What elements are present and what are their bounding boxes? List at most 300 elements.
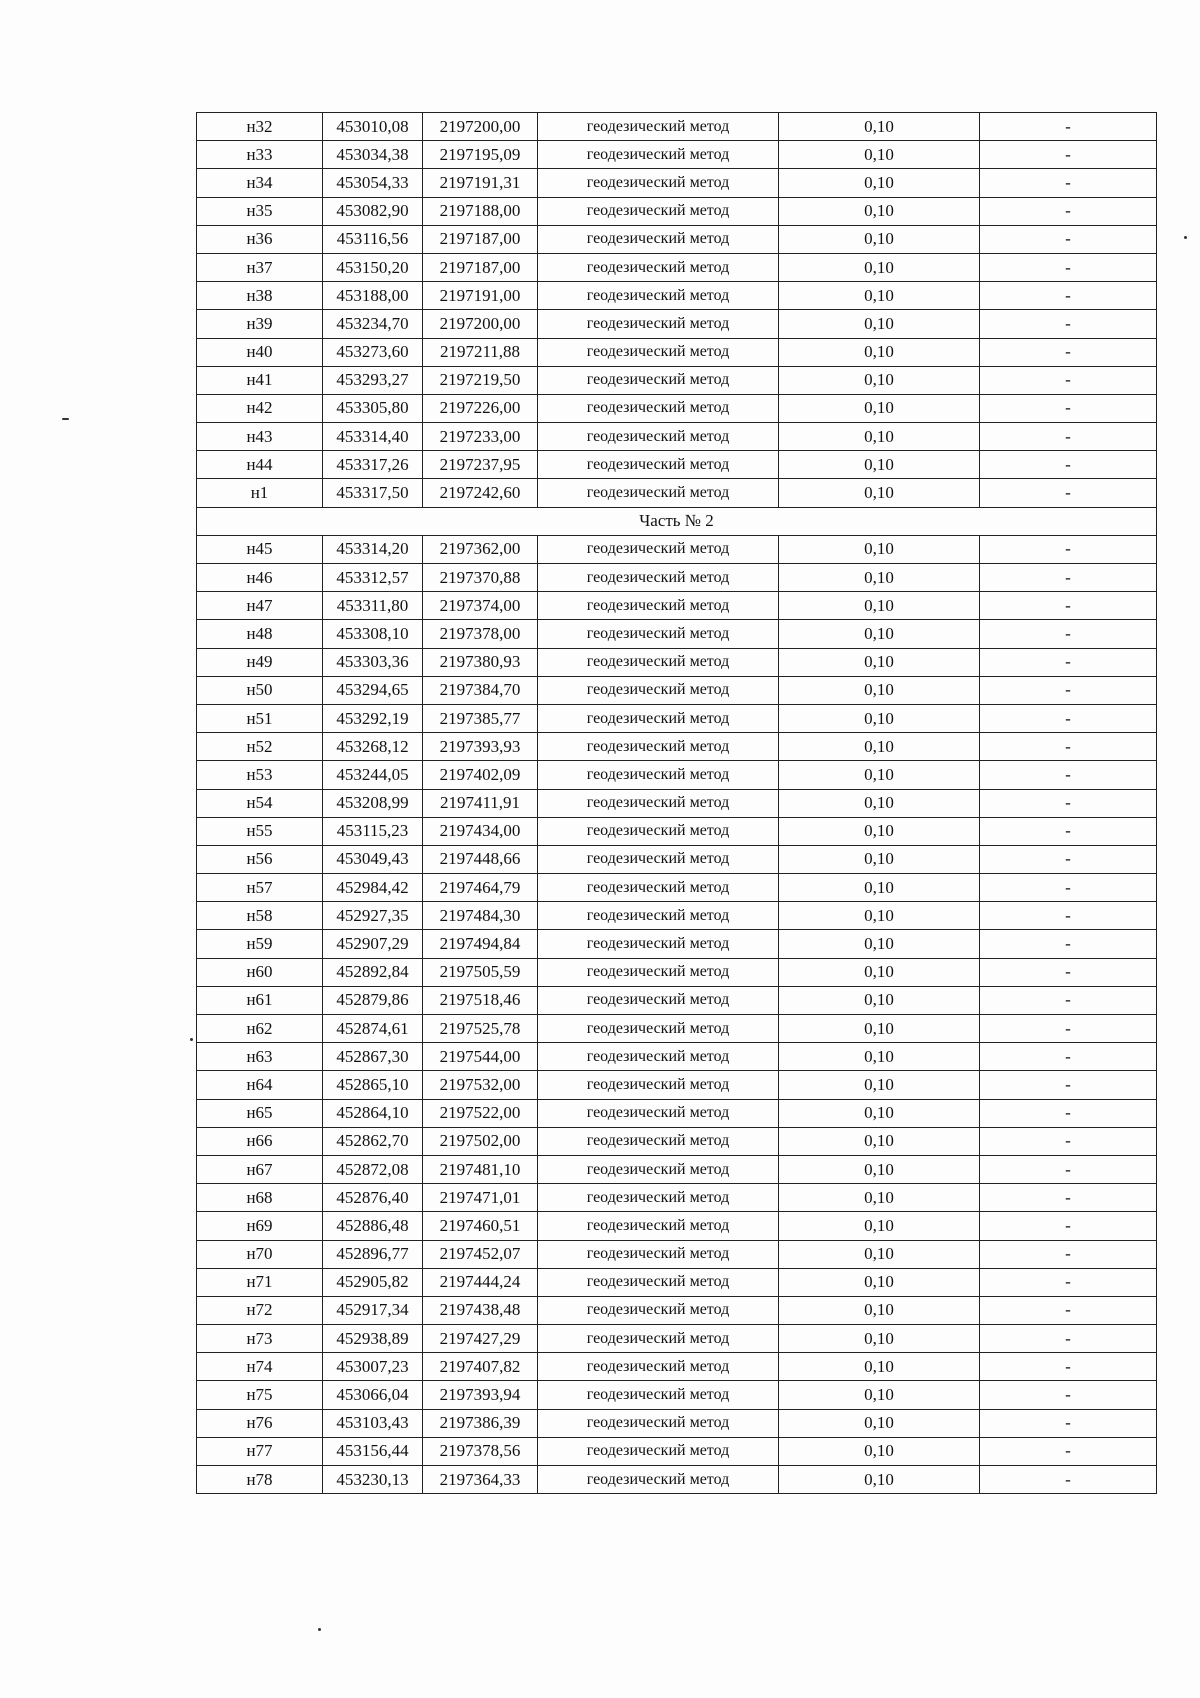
method-cell: геодезический метод [538,1043,779,1071]
y-coord-cell: 2197226,00 [423,394,538,422]
point-cell: н67 [197,1155,323,1183]
table-row [197,253,1157,281]
method-cell: геодезический метод [538,986,779,1014]
accuracy-cell: 0,10 [779,930,980,958]
method-cell: геодезический метод [538,592,779,620]
y-coord-cell: 2197448,66 [423,845,538,873]
note-cell: - [980,930,1157,958]
method-cell: геодезический метод [538,845,779,873]
table-row [197,225,1157,253]
y-coord-cell: 2197518,46 [423,986,538,1014]
point-cell: н36 [197,225,323,253]
x-coord-cell: 452917,34 [323,1296,423,1324]
table-row [197,479,1157,507]
x-coord-cell: 452984,42 [323,874,423,902]
point-cell: н58 [197,902,323,930]
note-cell: - [980,620,1157,648]
accuracy-cell: 0,10 [779,817,980,845]
point-cell: н60 [197,958,323,986]
table-row [197,817,1157,845]
accuracy-cell: 0,10 [779,874,980,902]
y-coord-cell: 2197471,01 [423,1184,538,1212]
y-coord-cell: 2197237,95 [423,451,538,479]
x-coord-cell: 453311,80 [323,592,423,620]
y-coord-cell: 2197464,79 [423,874,538,902]
note-cell: - [980,1043,1157,1071]
table-row [197,1184,1157,1212]
x-coord-cell: 453007,23 [323,1353,423,1381]
method-cell: геодезический метод [538,902,779,930]
point-cell: н34 [197,169,323,197]
method-cell: геодезический метод [538,1409,779,1437]
accuracy-cell: 0,10 [779,338,980,366]
point-cell: н1 [197,479,323,507]
accuracy-cell: 0,10 [779,310,980,338]
note-cell: - [980,1296,1157,1324]
method-cell: геодезический метод [538,310,779,338]
scan-speck [1184,236,1187,239]
point-cell: н32 [197,113,323,141]
x-coord-cell: 453303,36 [323,648,423,676]
method-cell: геодезический метод [538,225,779,253]
method-cell: геодезический метод [538,958,779,986]
method-cell: геодезический метод [538,535,779,563]
accuracy-cell: 0,10 [779,733,980,761]
point-cell: н57 [197,874,323,902]
note-cell: - [980,789,1157,817]
y-coord-cell: 2197384,70 [423,676,538,704]
accuracy-cell: 0,10 [779,958,980,986]
note-cell: - [980,1071,1157,1099]
note-cell: - [980,704,1157,732]
y-coord-cell: 2197187,00 [423,225,538,253]
note-cell: - [980,113,1157,141]
x-coord-cell: 453230,13 [323,1466,423,1494]
accuracy-cell: 0,10 [779,394,980,422]
table-row [197,648,1157,676]
point-cell: н71 [197,1268,323,1296]
y-coord-cell: 2197187,00 [423,253,538,281]
point-cell: н46 [197,564,323,592]
table-row [197,874,1157,902]
point-cell: н54 [197,789,323,817]
note-cell: - [980,1268,1157,1296]
method-cell: геодезический метод [538,1212,779,1240]
table-row [197,564,1157,592]
y-coord-cell: 2197525,78 [423,1015,538,1043]
table-row [197,1240,1157,1268]
point-cell: н77 [197,1437,323,1465]
y-coord-cell: 2197505,59 [423,958,538,986]
note-cell: - [980,535,1157,563]
table-row [197,930,1157,958]
method-cell: геодезический метод [538,704,779,732]
accuracy-cell: 0,10 [779,1240,980,1268]
table-row [197,282,1157,310]
note-cell: - [980,902,1157,930]
table-row [197,423,1157,451]
y-coord-cell: 2197378,00 [423,620,538,648]
x-coord-cell: 452865,10 [323,1071,423,1099]
accuracy-cell: 0,10 [779,225,980,253]
x-coord-cell: 453314,40 [323,423,423,451]
note-cell: - [980,874,1157,902]
table-row [197,1015,1157,1043]
method-cell: геодезический метод [538,1353,779,1381]
accuracy-cell: 0,10 [779,761,980,789]
accuracy-cell: 0,10 [779,1212,980,1240]
note-cell: - [980,592,1157,620]
y-coord-cell: 2197393,93 [423,733,538,761]
note-cell: - [980,479,1157,507]
table-row [197,197,1157,225]
y-coord-cell: 2197200,00 [423,113,538,141]
table-row [197,761,1157,789]
x-coord-cell: 453156,44 [323,1437,423,1465]
point-cell: н40 [197,338,323,366]
note-cell: - [980,1466,1157,1494]
note-cell: - [980,761,1157,789]
x-coord-cell: 453034,38 [323,141,423,169]
table-body-part-1 [197,113,1157,508]
point-cell: н42 [197,394,323,422]
table-row [197,366,1157,394]
y-coord-cell: 2197195,09 [423,141,538,169]
point-cell: н64 [197,1071,323,1099]
table-row [197,1466,1157,1494]
table-row [197,1268,1157,1296]
x-coord-cell: 453314,20 [323,535,423,563]
method-cell: геодезический метод [538,789,779,817]
accuracy-cell: 0,10 [779,592,980,620]
y-coord-cell: 2197378,56 [423,1437,538,1465]
method-cell: геодезический метод [538,1325,779,1353]
point-cell: н50 [197,676,323,704]
method-cell: геодезический метод [538,1381,779,1409]
table-row [197,141,1157,169]
accuracy-cell: 0,10 [779,1184,980,1212]
note-cell: - [980,423,1157,451]
point-cell: н72 [197,1296,323,1324]
y-coord-cell: 2197364,33 [423,1466,538,1494]
point-cell: н69 [197,1212,323,1240]
y-coord-cell: 2197188,00 [423,197,538,225]
x-coord-cell: 453312,57 [323,564,423,592]
point-cell: н55 [197,817,323,845]
x-coord-cell: 453292,19 [323,704,423,732]
method-cell: геодезический метод [538,1268,779,1296]
table-row [197,789,1157,817]
table-row [197,1325,1157,1353]
y-coord-cell: 2197233,00 [423,423,538,451]
y-coord-cell: 2197494,84 [423,930,538,958]
table-row [197,986,1157,1014]
note-cell: - [980,1381,1157,1409]
method-cell: геодезический метод [538,1184,779,1212]
point-cell: н51 [197,704,323,732]
method-cell: геодезический метод [538,1071,779,1099]
table-row [197,169,1157,197]
x-coord-cell: 452927,35 [323,902,423,930]
x-coord-cell: 452862,70 [323,1127,423,1155]
method-cell: геодезический метод [538,761,779,789]
x-coord-cell: 453150,20 [323,253,423,281]
note-cell: - [980,197,1157,225]
table-row [197,1409,1157,1437]
note-cell: - [980,845,1157,873]
y-coord-cell: 2197460,51 [423,1212,538,1240]
y-coord-cell: 2197407,82 [423,1353,538,1381]
x-coord-cell: 452896,77 [323,1240,423,1268]
y-coord-cell: 2197481,10 [423,1155,538,1183]
point-cell: н47 [197,592,323,620]
table-row [197,1099,1157,1127]
accuracy-cell: 0,10 [779,1296,980,1324]
accuracy-cell: 0,10 [779,1015,980,1043]
table-section-header [197,507,1157,535]
table-row [197,845,1157,873]
method-cell: геодезический метод [538,197,779,225]
point-cell: н59 [197,930,323,958]
point-cell: н39 [197,310,323,338]
x-coord-cell: 453234,70 [323,310,423,338]
y-coord-cell: 2197427,29 [423,1325,538,1353]
table-row [197,1155,1157,1183]
y-coord-cell: 2197374,00 [423,592,538,620]
x-coord-cell: 453268,12 [323,733,423,761]
point-cell: н33 [197,141,323,169]
table-row [197,1043,1157,1071]
method-cell: геодезический метод [538,620,779,648]
x-coord-cell: 453244,05 [323,761,423,789]
point-cell: н70 [197,1240,323,1268]
method-cell: геодезический метод [538,676,779,704]
note-cell: - [980,733,1157,761]
method-cell: геодезический метод [538,648,779,676]
accuracy-cell: 0,10 [779,1099,980,1127]
x-coord-cell: 453082,90 [323,197,423,225]
accuracy-cell: 0,10 [779,535,980,563]
note-cell: - [980,1015,1157,1043]
accuracy-cell: 0,10 [779,564,980,592]
y-coord-cell: 2197362,00 [423,535,538,563]
note-cell: - [980,817,1157,845]
table-row [197,592,1157,620]
table-row [197,1437,1157,1465]
note-cell: - [980,564,1157,592]
point-cell: н63 [197,1043,323,1071]
accuracy-cell: 0,10 [779,1325,980,1353]
accuracy-cell: 0,10 [779,451,980,479]
accuracy-cell: 0,10 [779,704,980,732]
table-row [197,1212,1157,1240]
point-cell: н62 [197,1015,323,1043]
accuracy-cell: 0,10 [779,845,980,873]
note-cell: - [980,1212,1157,1240]
accuracy-cell: 0,10 [779,1071,980,1099]
accuracy-cell: 0,10 [779,789,980,817]
method-cell: геодезический метод [538,1127,779,1155]
note-cell: - [980,338,1157,366]
accuracy-cell: 0,10 [779,1127,980,1155]
method-cell: геодезический метод [538,564,779,592]
y-coord-cell: 2197211,88 [423,338,538,366]
accuracy-cell: 0,10 [779,366,980,394]
section-row [197,507,1157,535]
accuracy-cell: 0,10 [779,282,980,310]
x-coord-cell: 453308,10 [323,620,423,648]
y-coord-cell: 2197370,88 [423,564,538,592]
x-coord-cell: 453103,43 [323,1409,423,1437]
point-cell: н66 [197,1127,323,1155]
method-cell: геодезический метод [538,1099,779,1127]
method-cell: геодезический метод [538,479,779,507]
note-cell: - [980,1184,1157,1212]
method-cell: геодезический метод [538,394,779,422]
y-coord-cell: 2197444,24 [423,1268,538,1296]
x-coord-cell: 452907,29 [323,930,423,958]
table-row [197,451,1157,479]
method-cell: геодезический метод [538,451,779,479]
accuracy-cell: 0,10 [779,113,980,141]
note-cell: - [980,225,1157,253]
y-coord-cell: 2197452,07 [423,1240,538,1268]
section-title: Часть № 2 [197,507,1157,535]
note-cell: - [980,310,1157,338]
x-coord-cell: 452876,40 [323,1184,423,1212]
x-coord-cell: 452905,82 [323,1268,423,1296]
table-row [197,1296,1157,1324]
note-cell: - [980,1240,1157,1268]
y-coord-cell: 2197402,09 [423,761,538,789]
x-coord-cell: 453010,08 [323,113,423,141]
table-body-part-2 [197,535,1157,1493]
method-cell: геодезический метод [538,733,779,761]
accuracy-cell: 0,10 [779,676,980,704]
x-coord-cell: 452864,10 [323,1099,423,1127]
method-cell: геодезический метод [538,1015,779,1043]
y-coord-cell: 2197484,30 [423,902,538,930]
y-coord-cell: 2197191,31 [423,169,538,197]
x-coord-cell: 453054,33 [323,169,423,197]
point-cell: н38 [197,282,323,310]
coordinates-table [196,112,1157,1494]
accuracy-cell: 0,10 [779,1466,980,1494]
table-row [197,1071,1157,1099]
y-coord-cell: 2197200,00 [423,310,538,338]
point-cell: н53 [197,761,323,789]
x-coord-cell: 452872,08 [323,1155,423,1183]
x-coord-cell: 453305,80 [323,394,423,422]
point-cell: н65 [197,1099,323,1127]
table-row [197,704,1157,732]
point-cell: н56 [197,845,323,873]
accuracy-cell: 0,10 [779,986,980,1014]
table-row [197,535,1157,563]
y-coord-cell: 2197219,50 [423,366,538,394]
x-coord-cell: 453115,23 [323,817,423,845]
point-cell: н41 [197,366,323,394]
point-cell: н74 [197,1353,323,1381]
y-coord-cell: 2197380,93 [423,648,538,676]
accuracy-cell: 0,10 [779,1043,980,1071]
method-cell: геодезический метод [538,338,779,366]
accuracy-cell: 0,10 [779,648,980,676]
x-coord-cell: 452874,61 [323,1015,423,1043]
table-row [197,338,1157,366]
accuracy-cell: 0,10 [779,141,980,169]
accuracy-cell: 0,10 [779,253,980,281]
note-cell: - [980,648,1157,676]
x-coord-cell: 452867,30 [323,1043,423,1071]
method-cell: геодезический метод [538,817,779,845]
y-coord-cell: 2197191,00 [423,282,538,310]
note-cell: - [980,1409,1157,1437]
x-coord-cell: 453294,65 [323,676,423,704]
method-cell: геодезический метод [538,1437,779,1465]
method-cell: геодезический метод [538,141,779,169]
note-cell: - [980,986,1157,1014]
x-coord-cell: 452879,86 [323,986,423,1014]
point-cell: н37 [197,253,323,281]
note-cell: - [980,451,1157,479]
note-cell: - [980,676,1157,704]
method-cell: геодезический метод [538,282,779,310]
x-coord-cell: 452938,89 [323,1325,423,1353]
accuracy-cell: 0,10 [779,1155,980,1183]
method-cell: геодезический метод [538,1240,779,1268]
point-cell: н44 [197,451,323,479]
table-row [197,1127,1157,1155]
accuracy-cell: 0,10 [779,1381,980,1409]
note-cell: - [980,1155,1157,1183]
point-cell: н43 [197,423,323,451]
x-coord-cell: 452886,48 [323,1212,423,1240]
table-row [197,958,1157,986]
note-cell: - [980,1437,1157,1465]
point-cell: н78 [197,1466,323,1494]
x-coord-cell: 453208,99 [323,789,423,817]
x-coord-cell: 453317,26 [323,451,423,479]
y-coord-cell: 2197386,39 [423,1409,538,1437]
table-row [197,310,1157,338]
accuracy-cell: 0,10 [779,1353,980,1381]
point-cell: н76 [197,1409,323,1437]
x-coord-cell: 453116,56 [323,225,423,253]
y-coord-cell: 2197502,00 [423,1127,538,1155]
y-coord-cell: 2197385,77 [423,704,538,732]
point-cell: н75 [197,1381,323,1409]
accuracy-cell: 0,10 [779,169,980,197]
note-cell: - [980,253,1157,281]
y-coord-cell: 2197434,00 [423,817,538,845]
accuracy-cell: 0,10 [779,1409,980,1437]
method-cell: геодезический метод [538,169,779,197]
y-coord-cell: 2197242,60 [423,479,538,507]
note-cell: - [980,1325,1157,1353]
scan-speck [190,1038,193,1041]
table-row [197,902,1157,930]
note-cell: - [980,1099,1157,1127]
x-coord-cell: 453317,50 [323,479,423,507]
accuracy-cell: 0,10 [779,479,980,507]
accuracy-cell: 0,10 [779,1268,980,1296]
point-cell: н35 [197,197,323,225]
point-cell: н68 [197,1184,323,1212]
note-cell: - [980,1127,1157,1155]
note-cell: - [980,1353,1157,1381]
method-cell: геодезический метод [538,113,779,141]
